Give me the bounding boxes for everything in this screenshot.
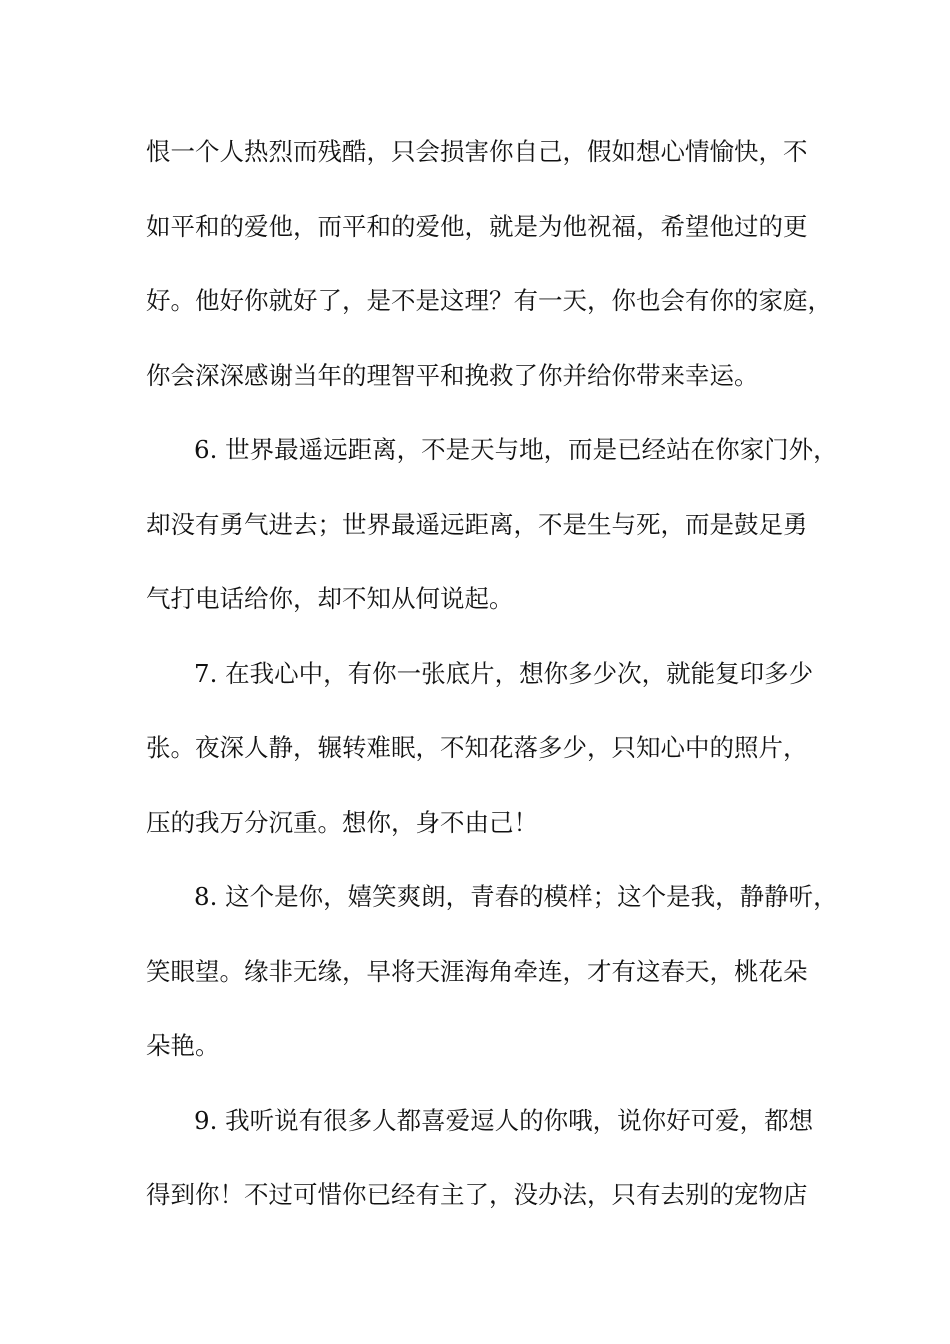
- paragraph-8-start: 8. 这个是你，嬉笑爽朗，青春的模样；这个是我，静静听，: [194, 882, 838, 911]
- text-line: 朵艳。: [146, 1031, 220, 1060]
- text-line: 好。他好你就好了，是不是这理？有一天，你也会有你的家庭，: [146, 286, 832, 315]
- paragraph-7-start: 7. 在我心中，有你一张底片，想你多少次，就能复印多少: [194, 658, 814, 688]
- paragraph-6-start: 6. 世界最遥远距离，不是天与地，而是已经站在你家门外，: [194, 435, 838, 464]
- paragraph-9-start: 9. 我听说有很多人都喜爱逗人的你哦，说你好可爱，都想: [194, 1105, 814, 1135]
- text-line: 笑眼望。缘非无缘，早将天涯海角牵连，才有这春天，桃花朵: [146, 956, 808, 986]
- text-line: 你会深深感谢当年的理智平和挽救了你并给你带来幸运。: [146, 360, 759, 390]
- text-line: 得到你！不过可惜你已经有主了，没办法，只有去别的宠物店: [146, 1180, 808, 1209]
- text-line: 气打电话给你，却不知从何说起。: [146, 584, 514, 613]
- text-line: 如平和的爱他，而平和的爱他，就是为他祝福，希望他过的更: [146, 211, 808, 241]
- text-line: 恨一个人热烈而残酷，只会损害你自己，假如想心情愉快，不: [146, 137, 808, 166]
- text-line: 压的我万分沉重。想你，身不由己！: [146, 807, 538, 837]
- document-body: [146, 128, 836, 1246]
- text-line: 却没有勇气进去；世界最遥远距离，不是生与死，而是鼓足勇: [146, 509, 808, 539]
- text-line: 张。夜深人静，辗转难眠，不知花落多少，只知心中的照片，: [146, 733, 808, 762]
